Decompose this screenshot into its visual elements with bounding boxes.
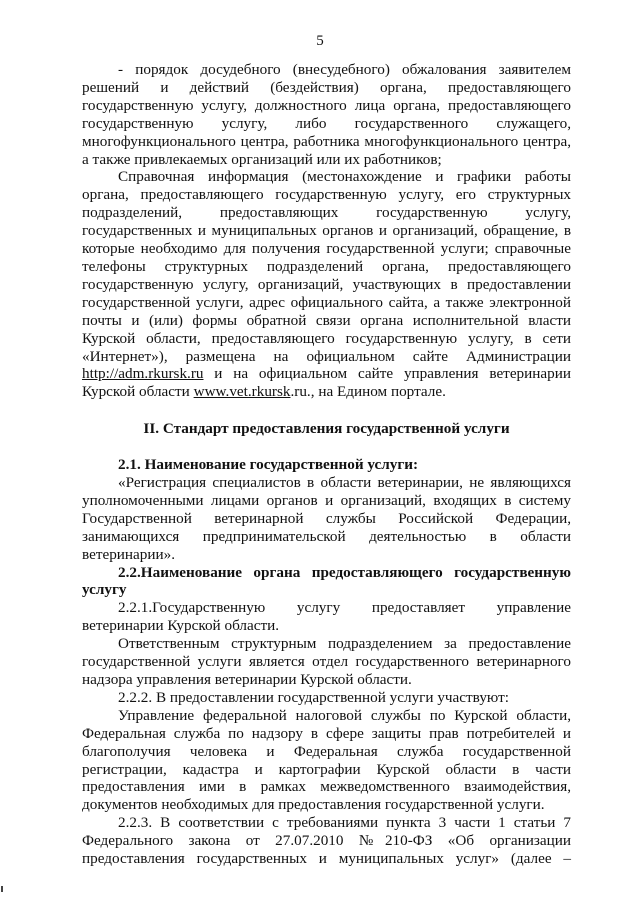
section-title: II. Стандарт предоставления государственной услуги (143, 420, 510, 438)
reference-info-text-end: .ru., на Едином портале. (290, 383, 446, 401)
heading-2-1: 2.1. Наименование государственной услуги: (118, 456, 419, 474)
paragraph-participants: Управление федеральной налоговой службы по Курской области, Федеральная служба по надзору в сфере защиты прав потребителей и благополучия человека и Федеральная служба государственной регистрации, кадастра и картографии Курской области в части предоставления ими в рамках межведомственного взаимодействия, документов необходимых для предоставления государственной услуги. (82, 706, 571, 814)
reference-info-text: Справочная информация (местонахождение и графики работы органа, предоставляющего государственную услугу, его структурных подразделений, предоставляющих государственную услугу, государственных и муниципальных органов и организаций, обращение, в которые необходимо для получения государственной услуги; справочные телефоны структурных подразделений органа, предоставляющего государственную услугу, организаций, участвующих в предоставлении государственной услуги, адрес официального сайта, а также электронной почты и (или) формы обратной связи органа исполнительной власти Курской области, предоставляющего государственную услугу, в сети «Интернет»), размещена на официальном сайте Администрации (82, 168, 571, 365)
document-body (82, 61, 571, 868)
reference-info-text-mid: и на официальном сайте управления ветеринарии Курской области (82, 365, 571, 401)
paragraph-2-2-2: 2.2.2. В предоставлении государственной услуги участвуют: (118, 688, 509, 706)
paragraph-2-2-3: 2.2.3. В соответствии с требованиями пункта 3 части 1 статьи 7 Федерального закона от 27.07.2010 №210-ФЗ «Об организации предоставления государственных и муниципальных услуг» (далее – (82, 814, 571, 868)
paragraph-appeal-procedure: - порядок досудебного (внесудебного) обжалования заявителем решений и действий (бездействия) органа, предоставляющего государственную услугу, должностного лица органа, предоставляющего государственную услугу, либо государственного служащего, многофункционального центра, работника многофункционального центра, а также привлекаемых организаций или их работников; (82, 61, 571, 168)
paragraph-service-name: «Регистрация специалистов в области ветеринарии, не являющихся уполномоченными лицами органов и организаций, входящих в систему Государственной ветеринарной службы Российской Федерации, занимающихся предпринимательской деятельностью в области ветеринарии». (82, 474, 571, 563)
paragraph-reference-info (82, 168, 571, 401)
scan-mark (1, 886, 3, 892)
page-number: 5 (316, 33, 324, 49)
heading-2-2: 2.2.Наименование органа предоставляющего государственную услугу (82, 563, 571, 599)
link-adm-rkursk[interactable]: http://adm.rkursk.ru (82, 365, 204, 383)
link-vet-rkursk[interactable]: www.vet.rkursk (193, 383, 291, 401)
paragraph-responsible-unit: Ответственным структурным подразделением за предоставление государственной услуги является отдел государственного ветеринарного надзора управления ветеринарии Курской области. (82, 635, 571, 688)
paragraph-2-2-1: 2.2.1.Государственную услугу предоставляет управление ветеринарии Курской области. (82, 599, 571, 635)
